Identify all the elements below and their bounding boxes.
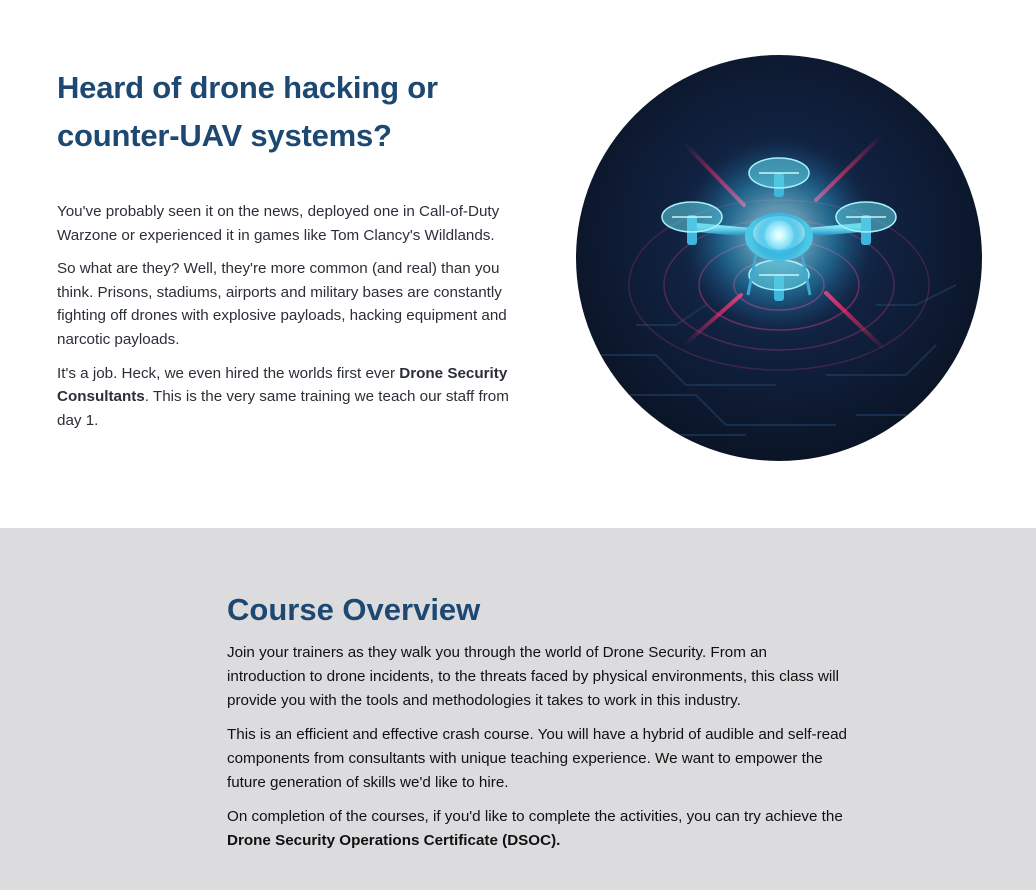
intro-heading-line-2: counter-UAV systems? — [57, 118, 392, 153]
drone-target-illustration-icon — [576, 55, 982, 461]
drone-hero-image — [576, 55, 982, 461]
overview-paragraph-1: Join your trainers as they walk you through the world of Drone Security. From an introduction to drone incidents, to the threats faced by physical environments, this class will provide you with the tools and methodologies it takes to work in this industry. — [227, 644, 840, 709]
course-overview-heading: Course Overview — [227, 592, 481, 627]
intro-paragraph-3 — [57, 362, 522, 433]
overview-paragraph-3 — [227, 805, 847, 853]
drone-security-consultants-emphasis: Drone Security Consultants — [57, 364, 508, 406]
course-overview-section — [0, 528, 1036, 890]
intro-paragraph-2: So what are they? Well, they're more common (and real) than you think. Prisons, stadiums, airports and military bases are constantly fighting off drones with explosive payloads, hacking equipment and narcotic payloads. — [57, 260, 507, 348]
overview-paragraph-3-text: On completion of the courses, if you'd like to complete the activities, you can try achieve the — [227, 808, 843, 825]
intro-paragraph-3-text: It's a job. Heck, we even hired the worlds first ever — [57, 364, 400, 382]
intro-heading-line-1: Heard of drone hacking or — [57, 70, 438, 105]
course-overview-body — [227, 641, 847, 863]
overview-paragraph-2: This is an efficient and effective crash course. You will have a hybrid of audible and self-read components from consultants with unique teaching experience. We want to empower the future generation of skills we'd like to hire. — [227, 726, 847, 791]
intro-heading — [57, 64, 527, 160]
intro-body — [57, 200, 522, 442]
dsoc-certificate-emphasis: Drone Security Operations Certificate (DSOC). — [227, 832, 561, 849]
intro-paragraph-3-tail: . This is the very same training we teach our staff from day 1. — [57, 388, 509, 429]
intro-paragraph-1: You've probably seen it on the news, deployed one in Call-of-Duty Warzone or experienced it in games like Tom Clancy's Wildlands. — [57, 203, 500, 244]
